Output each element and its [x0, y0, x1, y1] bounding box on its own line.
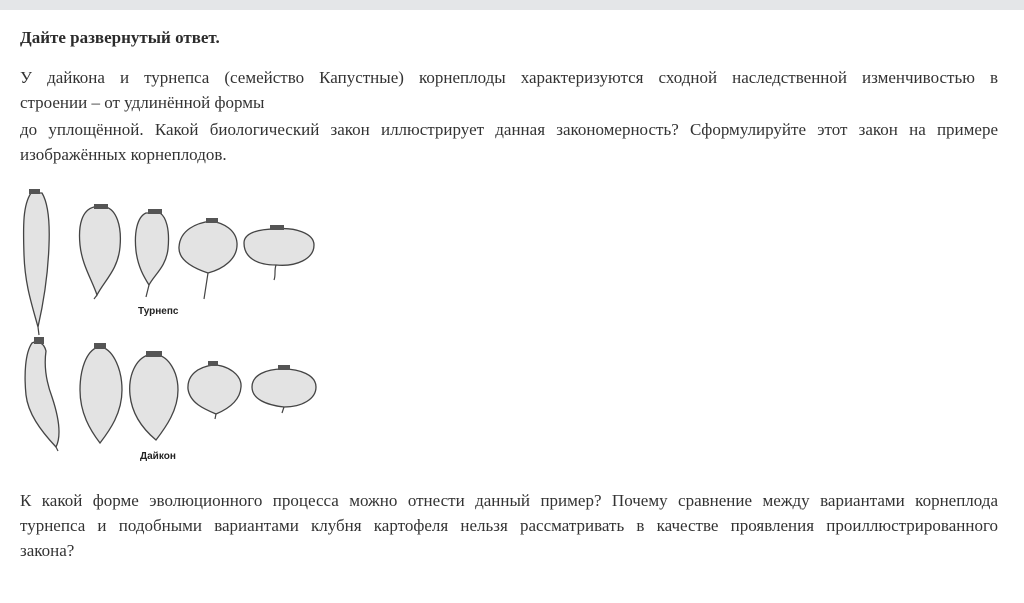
daikon-root-4 — [188, 365, 241, 414]
task-heading: Дайте развернутый ответ. — [20, 28, 220, 47]
question-line-3: до уплощённой. Какой биологический закон иллюстрирует данная закономерность? Сформулируйте этот закон на примере — [20, 120, 998, 139]
turnip-root-4 — [179, 221, 237, 273]
turnip-label: Турнепс — [138, 306, 179, 317]
turnip-root-3 — [135, 213, 168, 285]
daikon-label: Дайкон — [140, 451, 176, 462]
daikon-root-2 — [80, 347, 122, 443]
followup-line-1: К какой форме эволюционного процесса можно отнести данный пример? Почему сравнение между вариантами корнеплода — [20, 491, 998, 510]
turnip-root-5 — [244, 229, 314, 266]
question-paragraph-2 — [20, 117, 998, 167]
daikon-root-1 — [25, 342, 59, 447]
turnip-root-2 — [80, 207, 121, 295]
question-line-1: У дайкона и турнепса (семейство Капустные) корнеплоды характеризуются сходной наследственной изменчивостью в — [20, 68, 998, 87]
daikon-root-5 — [252, 369, 316, 407]
question-line-2: строении – от удлинённой формы — [20, 93, 265, 112]
turnip-root-1 — [24, 193, 50, 327]
followup-paragraph — [20, 488, 998, 563]
question-paragraph-1 — [20, 65, 998, 115]
root-shapes-figure — [18, 185, 320, 467]
question-line-4: изображённых корнеплодов. — [20, 145, 227, 164]
top-bar — [0, 0, 1024, 10]
followup-line-3: закона? — [20, 541, 75, 560]
daikon-root-3 — [130, 355, 178, 440]
followup-line-2: турнепса и подобными вариантами клубня картофеля нельзя рассматривать в качестве проявления проиллюстрированного — [20, 516, 998, 535]
